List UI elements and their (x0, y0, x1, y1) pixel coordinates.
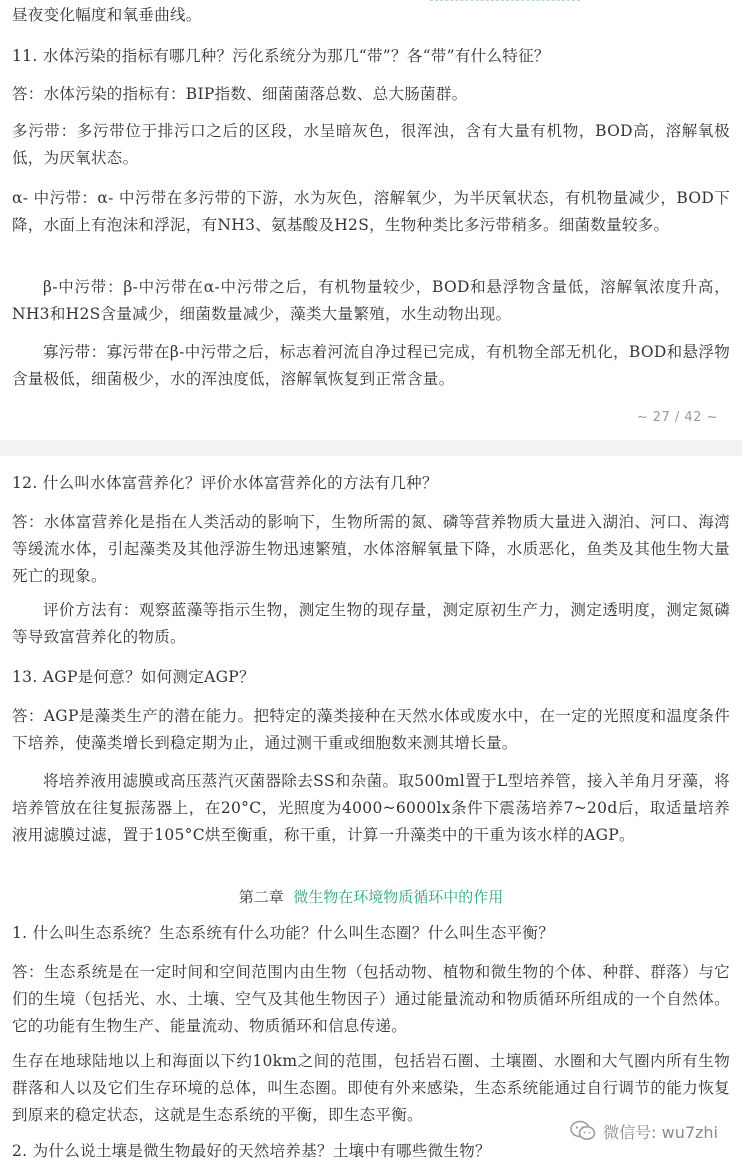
document-page-28 (0, 456, 742, 1160)
question-13: 13. AGP是何意？如何测定AGP？ (12, 668, 255, 686)
question-12: 12. 什么叫水体富营养化？评价水体富营养化的方法有几种？ (12, 474, 438, 492)
question-ch2-2: 2. 为什么说土壤是微生物最好的天然培养基？土壤中有哪些微生物？ (12, 1142, 491, 1160)
wechat-watermark (565, 1116, 722, 1146)
page-number: ~ 27 / 42 ~ (636, 410, 718, 425)
paragraph-agp-method: 将培养液用滤膜或高压蒸汽灭菌器除去SS和杂菌。取500ml置于L型培养管，接入羊角月牙藻，将培养管放在往复振荡器上，在20°C，光照度为4000~6000lx条件下震荡培养7~20d后，取适量培养液用滤膜过滤，置于105°C烘至衡重，称干重，计算一升藻类中的干重为该水样的AGP。 (12, 772, 730, 844)
document-page-27 (0, 0, 742, 440)
watermark-text: 微信号: wu7zhi (603, 1122, 718, 1142)
paragraph-ecosphere: 生存在地球陆地以上和海面以下约10km之间的范围，包括岩石圈、土壤圈、水圈和大气圈内所有生物群落和人以及它们生存环境的总体，叫生态圈。即使有外来感染，生态系统能通过自行调节的能力恢复到原来的稳定状态，这就是生态系统的平衡，即生态平衡。 (12, 1052, 730, 1124)
wechat-icon (569, 1120, 597, 1142)
chapter-title: 微生物在环境物质循环中的作用 (293, 888, 504, 906)
answer-13: 答：AGP是藻类生产的潜在能力。把特定的藻类接种在天然水体或废水中，在一定的光照度和温度条件下培养，使藻类增长到稳定期为止，通过测干重或细胞数来测其增长量。 (12, 707, 730, 752)
paragraph-polysaprobic: 多污带：多污带位于排污口之后的区段，水呈暗灰色，很浑浊，含有大量有机物，BOD高，溶解氧极低，为厌氧状态。 (12, 122, 730, 167)
divider (430, 0, 580, 1)
answer-11: 答：水体污染的指标有：BIP指数、细菌菌落总数、总大肠菌群。 (12, 85, 468, 103)
paragraph-evaluation: 评价方法有：观察蓝藻等指示生物，测定生物的现存量，测定原初生产力，测定透明度，测定氮磷等导致富营养化的物质。 (12, 601, 730, 646)
answer-12: 答：水体富营养化是指在人类活动的影响下，生物所需的氮、磷等营养物质大量进入湖泊、河口、海湾等缓流水体，引起藻类及其他浮游生物迅速繁殖，水体溶解氧量下降，水质恶化，鱼类及其他生物大量死亡的现象。 (12, 513, 730, 585)
page-separator (0, 440, 742, 456)
question-11: 11. 水体污染的指标有哪几种？污化系统分为那几“带”？各“带”有什么特征？ (12, 47, 550, 65)
paragraph-oligosaprobic: 寡污带：寡污带在β-中污带之后，标志着河流自净过程已完成，有机物全部无机化，BOD和悬浮物含量极低，细菌极少，水的浑浊度低，溶解氧恢复到正常含量。 (12, 343, 730, 388)
chapter-prefix: 第二章 (238, 888, 284, 906)
answer-ch2-1: 答：生态系统是在一定时间和空间范围内由生物（包括动物、植物和微生物的个体、种群、群落）与它们的生境（包括光、水、土壤、空气及其他生物因子）通过能量流动和物质循环所组成的一个自然体。它的功能有生物生产、能量流动、物质循环和信息传递。 (12, 963, 730, 1035)
paragraph: 昼夜变化幅度和氧垂曲线。 (12, 6, 202, 24)
question-ch2-1: 1. 什么叫生态系统？生态系统有什么功能？什么叫生态圈？什么叫生态平衡？ (12, 924, 555, 942)
chapter-heading (0, 884, 742, 910)
paragraph-alpha-mesosaprobic: α- 中污带：α- 中污带在多污带的下游，水为灰色，溶解氧少，为半厌氧状态，有机物量减少，BOD下降，水面上有泡沫和浮泥，有NH3、氨基酸及H2S，生物种类比多污带稍多。细菌数量较多。 (12, 189, 730, 234)
paragraph-beta-mesosaprobic: β-中污带：β-中污带在α-中污带之后，有机物量较少，BOD和悬浮物含量低，溶解氧浓度升高，NH3和H2S含量减少，细菌数量减少，藻类大量繁殖，水生动物出现。 (12, 278, 730, 323)
